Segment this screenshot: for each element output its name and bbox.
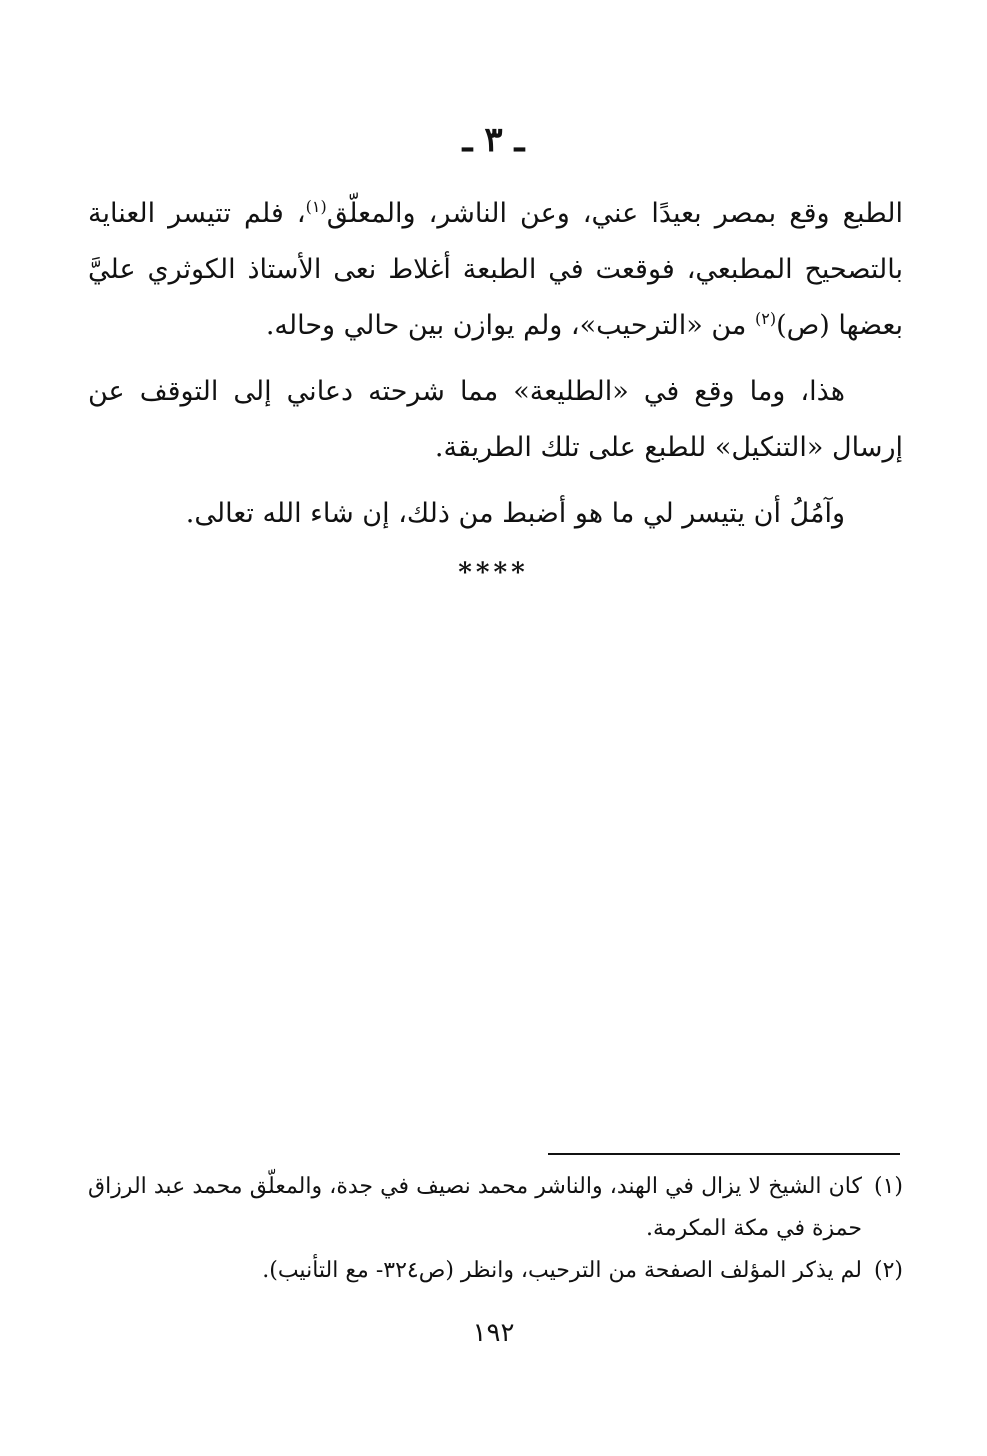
footnote-2: [88, 1250, 903, 1292]
paragraph-1-text-a: الطبع وقع بمصر بعيدًا عني، وعن الناشر، والمعلّق: [326, 198, 904, 229]
footnote-divider: [548, 1153, 900, 1155]
page-number: ١٩٢: [472, 1318, 515, 1348]
paragraph-1-text-c: من «الترحيب»، ولم يوازن بين حالي وحاله.: [265, 310, 755, 341]
paragraph-3: وآمُلُ أن يتيسر لي ما هو أضبط من ذلك، إن شاء الله تعالى.: [185, 498, 845, 529]
footnote-1-number: (١): [873, 1174, 903, 1199]
main-text: [88, 186, 903, 552]
section-separator: ****: [458, 558, 529, 588]
paragraph-2: هذا، وما وقع في «الطليعة» مما شرحته دعاني إلى التوقف عن إرسال «التنكيل» للطبع على تلك الطريقة.: [88, 376, 903, 463]
footnote-ref-1[interactable]: (١): [305, 197, 327, 216]
footnote-1: [88, 1166, 903, 1250]
footnote-ref-2[interactable]: (٢): [754, 309, 777, 328]
footnotes: [88, 1166, 903, 1292]
footnote-2-number: (٢): [873, 1258, 903, 1283]
paragraph-1-text-b: ، فلم تتيسر العناية بالتصحيح المطبعي، فوقعت في الطبعة أغلاط نعى الأستاذ الكوثري عليَّ بعضها (ص): [88, 198, 903, 341]
paragraph-1: [88, 186, 903, 354]
section-number: ـ ٣ ـ: [462, 120, 525, 160]
footnote-1-text: كان الشيخ لا يزال في الهند، والناشر محمد نصيف في جدة، والمعلّق محمد عبد الرزاق حمزة في مكة المكرمة.: [88, 1174, 862, 1241]
footnote-2-text: لم يذكر المؤلف الصفحة من الترحيب، وانظر (ص٣٢٤- مع التأنيب).: [262, 1258, 862, 1283]
